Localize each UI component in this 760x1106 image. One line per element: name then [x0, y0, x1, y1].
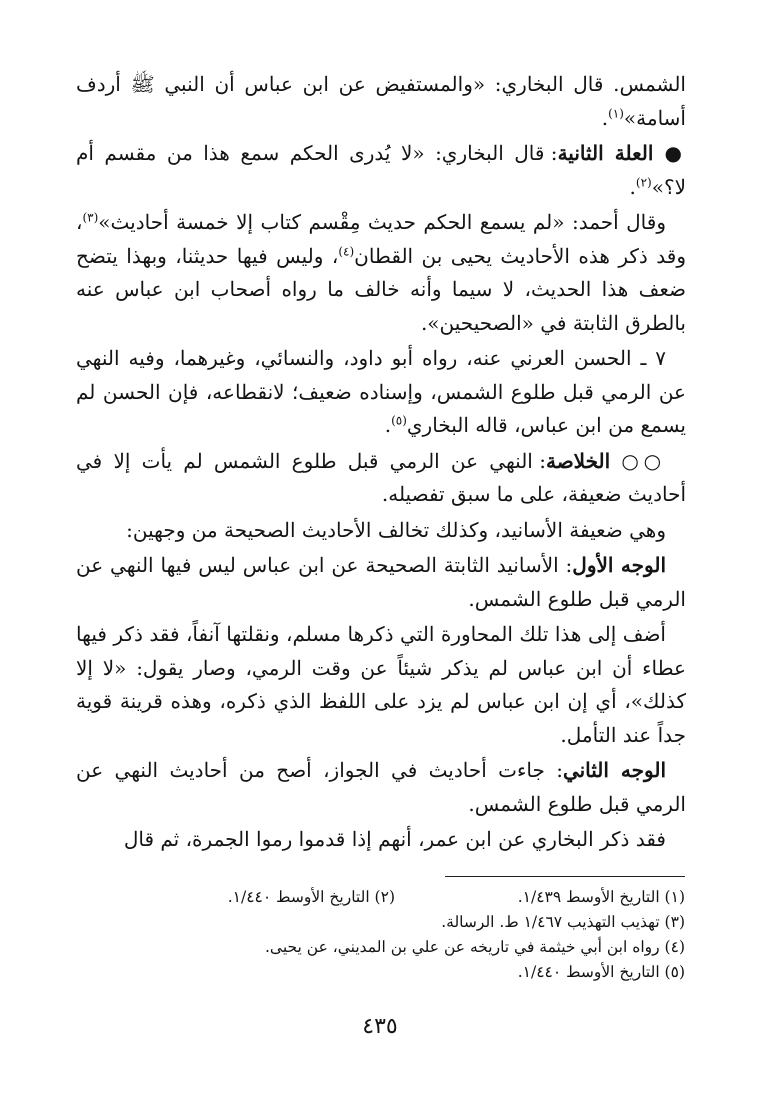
text-run: . — [601, 105, 609, 130]
text-run: الشمس. قال البخاري: «والمستفيض عن ابن عباس أن النبي ﷺ أردف أسامة» — [76, 72, 686, 130]
text-run: أضف إلى هذا تلك المحاورة التي ذكرها مسلم، ونقلتها آنفاً، فقد ذكر فيها عطاء أن ابن عباس لم يذكر شيئاً عن وقت الرمي، وصار يقول: «لا إلا كذلك»، أي إن ابن عباس لم يزد على اللفظ الذي ذكره، وهذه قرينة قوية جداً عند التأمل. — [76, 622, 687, 747]
text-run: : جاءت أحاديث في الجواز، أصح من أحاديث النهي عن الرمي قبل طلوع الشمس. — [76, 758, 686, 816]
text-run: وهي ضعيفة الأسانيد، وكذلك تخالف الأحاديث الصحيحة من وجهين: — [126, 517, 666, 542]
paragraph — [76, 206, 686, 340]
footnote-ref: (٢) — [635, 174, 652, 189]
footnote-ref: (٣) — [82, 210, 99, 225]
footnote-row — [120, 885, 685, 910]
text-run: ○○ — [610, 448, 666, 473]
footnote-1: (١) التاريخ الأوسط ١/٤٣٩. — [517, 888, 685, 906]
footnote-3: (٣) تهذيب التهذيب ١/٤٦٧ ط. الرسالة. — [441, 913, 685, 931]
paragraph — [76, 514, 686, 548]
paragraph — [76, 549, 686, 616]
footnote-5: (٥) التاريخ الأوسط ١/٤٤٠. — [517, 963, 685, 981]
text-run: ٧ ـ الحسن العرني عنه، رواه أبو داود، والنسائي، وغيرهما، وفيه النهي عن الرمي قبل طلوع الشمس، وإسناده ضعيف؛ لانقطاعه، فإن الحسن لم يسمع من ابن عباس، قاله البخاري — [76, 346, 686, 437]
paragraph — [76, 137, 686, 204]
heading-term: الوجه الثاني — [562, 758, 666, 782]
paragraph — [76, 823, 686, 857]
text-run: : النهي عن الرمي قبل طلوع الشمس لم يأت إلا في أحاديث ضعيفة، على ما سبق تفصيله. — [76, 448, 686, 506]
text-run: : الأسانيد الثابتة الصحيحة عن ابن عباس ليس فيها النهي عن الرمي قبل طلوع الشمس. — [76, 553, 686, 611]
paragraph — [76, 68, 686, 135]
text-run: وقال أحمد: «لم يسمع الحكم حديث مِقْسم كتاب إلا خمسة أحاديث» — [98, 210, 666, 234]
paragraph — [76, 445, 686, 512]
page-number: ٤٣٥ — [362, 1014, 398, 1039]
text-run: . — [384, 413, 392, 437]
footnotes — [120, 885, 685, 985]
footnote-ref: (٤) — [338, 243, 355, 258]
text-run: . — [629, 174, 636, 199]
paragraph — [76, 754, 686, 821]
footnote-separator — [445, 876, 685, 877]
footnote-4: (٤) رواه ابن أبي خيثمة في تاريخه عن علي بن المديني، عن يحيى. — [265, 938, 685, 956]
footnote-2: (٢) التاريخ الأوسط ١/٤٤٠. — [227, 888, 395, 906]
heading-term: الوجه الأول — [572, 553, 666, 577]
text-run: ، وليس فيها حديثنا، وبهذا يتضح ضعف هذا الحديث، لا سيما وأنه خالف ما رواه أصحاب ابن عباس عنه بالطرق الثابتة في «الصحيحين». — [76, 243, 686, 335]
heading-term: ● العلة الثانية — [557, 141, 687, 165]
text-run: : قال البخاري: «لا يُدرى الحكم سمع هذا من مقسم أم لا؟» — [76, 141, 686, 199]
text-run: فقد ذكر البخاري عن ابن عمر، أنهم إذا قدموا رموا الجمرة، ثم قال — [123, 827, 666, 851]
text-run: ، وقد ذكر هذه الأحاديث يحيى بن القطان — [76, 210, 687, 268]
heading-term: الخلاصة — [545, 448, 611, 473]
paragraph — [76, 342, 686, 443]
footnote-ref: (١) — [608, 105, 624, 120]
footnote-ref: (٥) — [391, 413, 407, 428]
paragraph — [76, 618, 686, 752]
body-text — [76, 68, 686, 859]
